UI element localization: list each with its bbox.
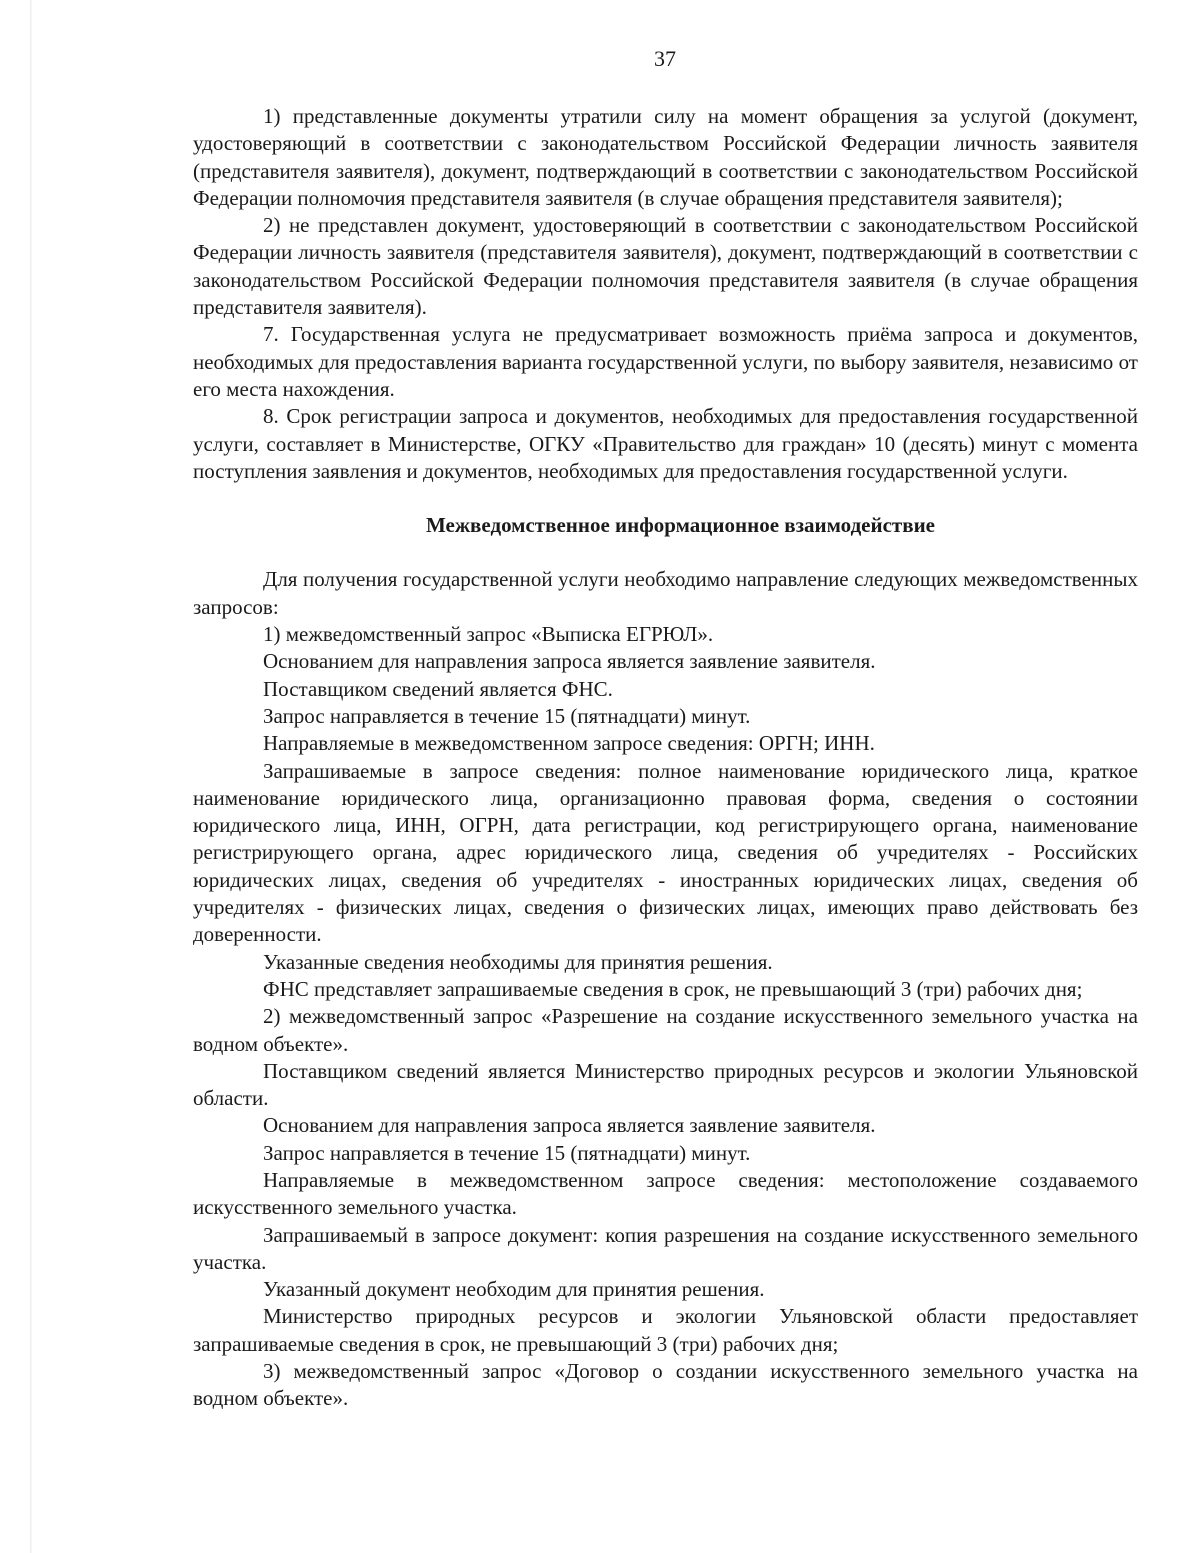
section-heading: Межведомственное информационное взаимодействие bbox=[425, 513, 936, 538]
paragraph: Указанный документ необходим для принятия решения. bbox=[263, 1277, 765, 1302]
paragraph: 2) не представлен документ, удостоверяющий в соответствии с законодательством Российской Федерации личность заявителя (представителя заявителя), документ, подтверждающий в соответствии с законодательством Российской Федерации полномочия представителя заявителя (в случае обращения представителя заявителя). bbox=[193, 213, 1138, 320]
paragraph: Основанием для направления запроса является заявление заявителя. bbox=[263, 649, 876, 674]
paragraph: Запрос направляется в течение 15 (пятнадцати) минут. bbox=[263, 703, 751, 728]
paragraph: Указанные сведения необходимы для принятия решения. bbox=[263, 949, 773, 974]
paragraph: 1) межведомственный запрос «Выписка ЕГРЮЛ». bbox=[263, 622, 714, 647]
paragraph: Поставщиком сведений является ФНС. bbox=[263, 676, 613, 701]
paragraph: 8. Срок регистрации запроса и документов, необходимых для предоставления государственной услуги, составляет в Министерстве, ОГКУ «Правительство для граждан» 10 (десять) минут с момента поступления заявления и документов, необходимых для предоставления государственной услуги. bbox=[193, 404, 1138, 483]
paragraph: Министерство природных ресурсов и экологии Ульяновской области предоставляет запрашиваемые сведения в срок, не превышающий 3 (три) рабочих дня; bbox=[193, 1304, 1138, 1356]
paragraph: 1) представленные документы утратили силу на момент обращения за услугой (документ, удостоверяющий в соответствии с законодательством Российской Федерации личность заявителя (представителя заявителя), документ, подтверждающий в соответствии с законодательством Российской Федерации полномочия представителя заявителя (в случае обращения представителя заявителя); bbox=[193, 104, 1138, 210]
paragraph: Направляемые в межведомственном запросе сведения: ОРГН; ИНН. bbox=[263, 731, 875, 756]
page-number: 37 bbox=[654, 46, 676, 71]
scan-edge-shadow bbox=[30, 0, 32, 1553]
paragraph: Запрашиваемые в запросе сведения: полное наименование юридического лица, краткое наименование юридического лица, организационно правовая форма, сведения о состоянии юридического лица, ИНН, ОГРН, дата регистрации, код регистрирующего органа, наименование регистрирующего органа, адрес юридического лица, сведения об учредителях - Российских юридических лицах, сведения об учредителях - иностранных юридических лицах, сведения об учредителях - физических лицах, сведения о физических лицах, имеющих право действовать без доверенности. bbox=[193, 758, 1138, 947]
paragraph: ФНС представляет запрашиваемые сведения в срок, не превышающий 3 (три) рабочих дня; bbox=[263, 976, 1083, 1001]
paragraph: 7. Государственная услуга не предусматривает возможность приёма запроса и документов, необходимых для предоставления варианта государственной услуги, по выбору заявителя, независимо от его места нахождения. bbox=[193, 322, 1138, 401]
paragraph: 3) межведомственный запрос «Договор о создании искусственного земельного участка на водном объекте». bbox=[193, 1359, 1138, 1411]
paragraph: Запрашиваемый в запросе документ: копия разрешения на создание искусственного земельного участка. bbox=[193, 1222, 1138, 1274]
paragraph: Для получения государственной услуги необходимо направление следующих межведомственных запросов: bbox=[193, 567, 1138, 619]
paragraph: Поставщиком сведений является Министерство природных ресурсов и экологии Ульяновской области. bbox=[193, 1058, 1138, 1111]
paragraph: Направляемые в межведомственном запросе сведения: местоположение создаваемого искусственного земельного участка. bbox=[193, 1167, 1138, 1220]
document-body bbox=[193, 103, 1138, 1413]
paragraph: Запрос направляется в течение 15 (пятнадцати) минут. bbox=[263, 1140, 751, 1165]
paragraph: 2) межведомственный запрос «Разрешение на создание искусственного земельного участка на водном объекте». bbox=[193, 1004, 1138, 1056]
paragraph: Основанием для направления запроса является заявление заявителя. bbox=[263, 1113, 876, 1138]
